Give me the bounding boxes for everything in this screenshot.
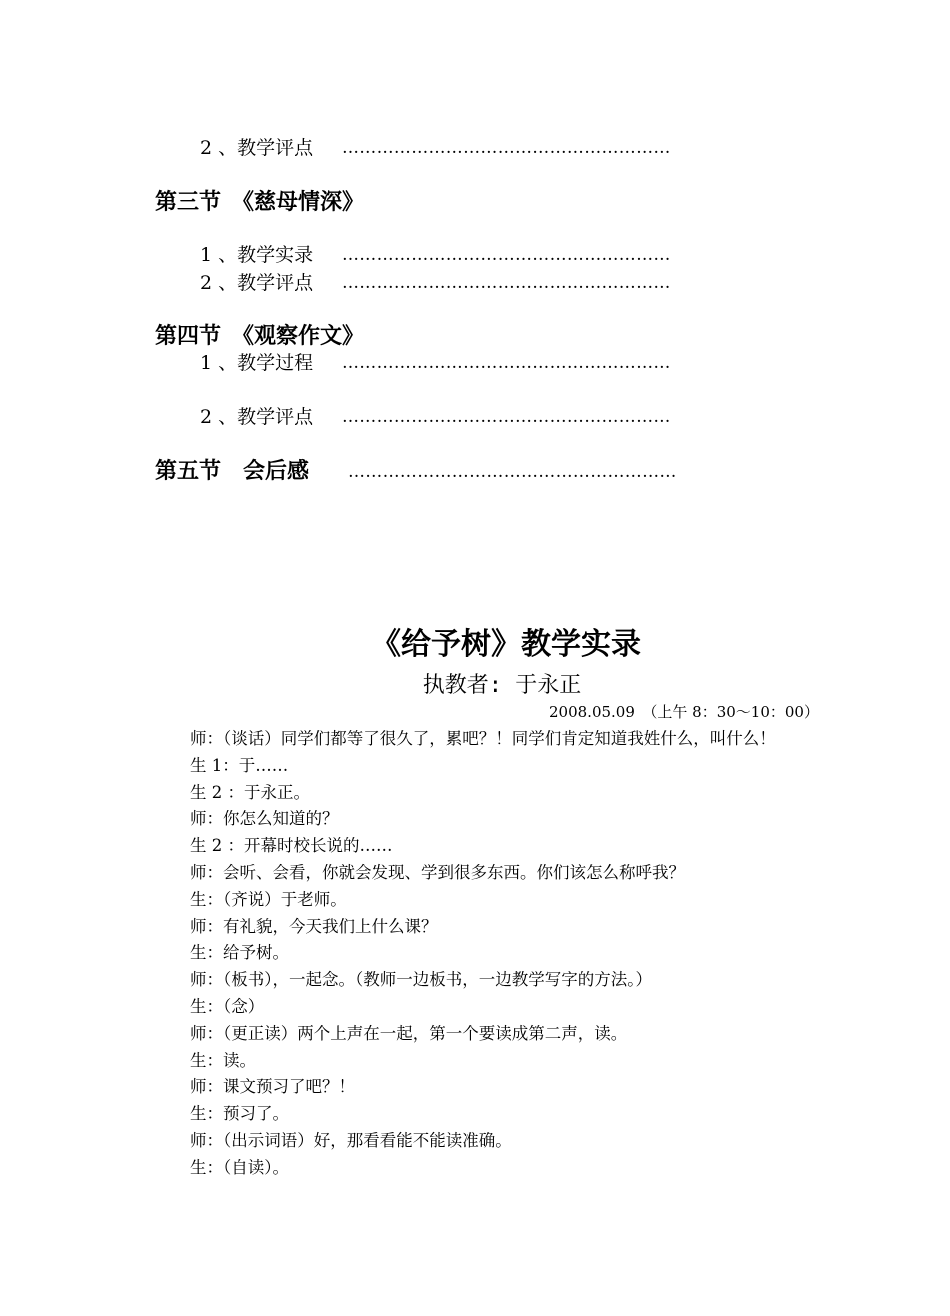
dialogue-line: 生：（齐说）于老师。 <box>190 889 347 909</box>
toc-item-s4-process <box>200 351 313 375</box>
toc-leader-dots: ………………………………………………… <box>342 273 671 293</box>
dialogue-line: 生：给予树。 <box>190 943 289 963</box>
dialogue-line: 师：有礼貌，今天我们上什么课？ <box>190 916 438 936</box>
dialogue-line: 生：（念） <box>190 996 265 1016</box>
dialogue-line: 师：（更正读）两个上声在一起，第一个要读成第二声，读。 <box>190 1023 628 1043</box>
record-title: 《给予树》教学实录 <box>371 627 641 662</box>
dialogue-line: 生 2 ：于永正。 <box>190 782 310 802</box>
toc-item-label: 1 、教学过程 <box>200 352 314 374</box>
toc-leader-dots: ………………………………………………… <box>342 138 671 158</box>
dialogue-line: 生：预习了。 <box>190 1104 289 1124</box>
dialogue-line: 师：课文预习了吧？！ <box>190 1077 355 1097</box>
dialogue-line: 师：（板书），一起念。（教师一边板书，一边教学写字的方法。） <box>190 970 652 990</box>
toc-section-4-heading: 第四节 《观察作文》 <box>155 323 365 349</box>
toc-leader-dots: ………………………………………………… <box>342 353 671 373</box>
toc-item-label: 2 、教学评点 <box>200 137 314 159</box>
toc-item-s4-evaluation <box>200 405 313 429</box>
toc-leader-dots: ………………………………………………… <box>342 407 671 427</box>
toc-item-s2-evaluation <box>200 136 313 160</box>
dialogue-line: 师：（谈话）同学们都等了很久了，累吧？！同学们肯定知道我姓什么，叫什么！ <box>190 729 776 748</box>
toc-item-s3-evaluation <box>200 271 313 295</box>
dialogue-line: 生：读。 <box>190 1050 256 1070</box>
toc-leader-dots: ………………………………………………… <box>348 462 677 482</box>
dialogue-line: 师：你怎么知道的？ <box>190 809 339 829</box>
toc-item-label: 1 、教学实录 <box>200 244 314 266</box>
toc-item-label: 2 、教学评点 <box>200 406 314 428</box>
dialogue-line: 师：会听、会看，你就会发现、学到很多东西。你们该怎么称呼我？ <box>190 862 685 882</box>
dialogue-transcript <box>190 728 776 1184</box>
dialogue-line: 师：（出示词语）好，那看看能不能读准确。 <box>190 1130 512 1150</box>
record-author: 执教者: 于永正 <box>422 673 582 698</box>
toc-item-label: 2 、教学评点 <box>200 272 314 294</box>
dialogue-line: 生 1：于…… <box>190 755 289 775</box>
record-date: 2008.05.09 （上午 8：30～10：00） <box>549 703 819 721</box>
toc-section-3-heading: 第三节 《慈母情深》 <box>155 189 365 215</box>
dialogue-line: 生 2 ：开幕时校长说的…… <box>190 836 393 856</box>
toc-leader-dots: ………………………………………………… <box>342 245 671 265</box>
toc-section-5-heading: 第五节 会后感 <box>155 458 310 484</box>
dialogue-line: 生：（自读）。 <box>190 1157 289 1177</box>
toc-item-s3-record <box>200 243 313 267</box>
